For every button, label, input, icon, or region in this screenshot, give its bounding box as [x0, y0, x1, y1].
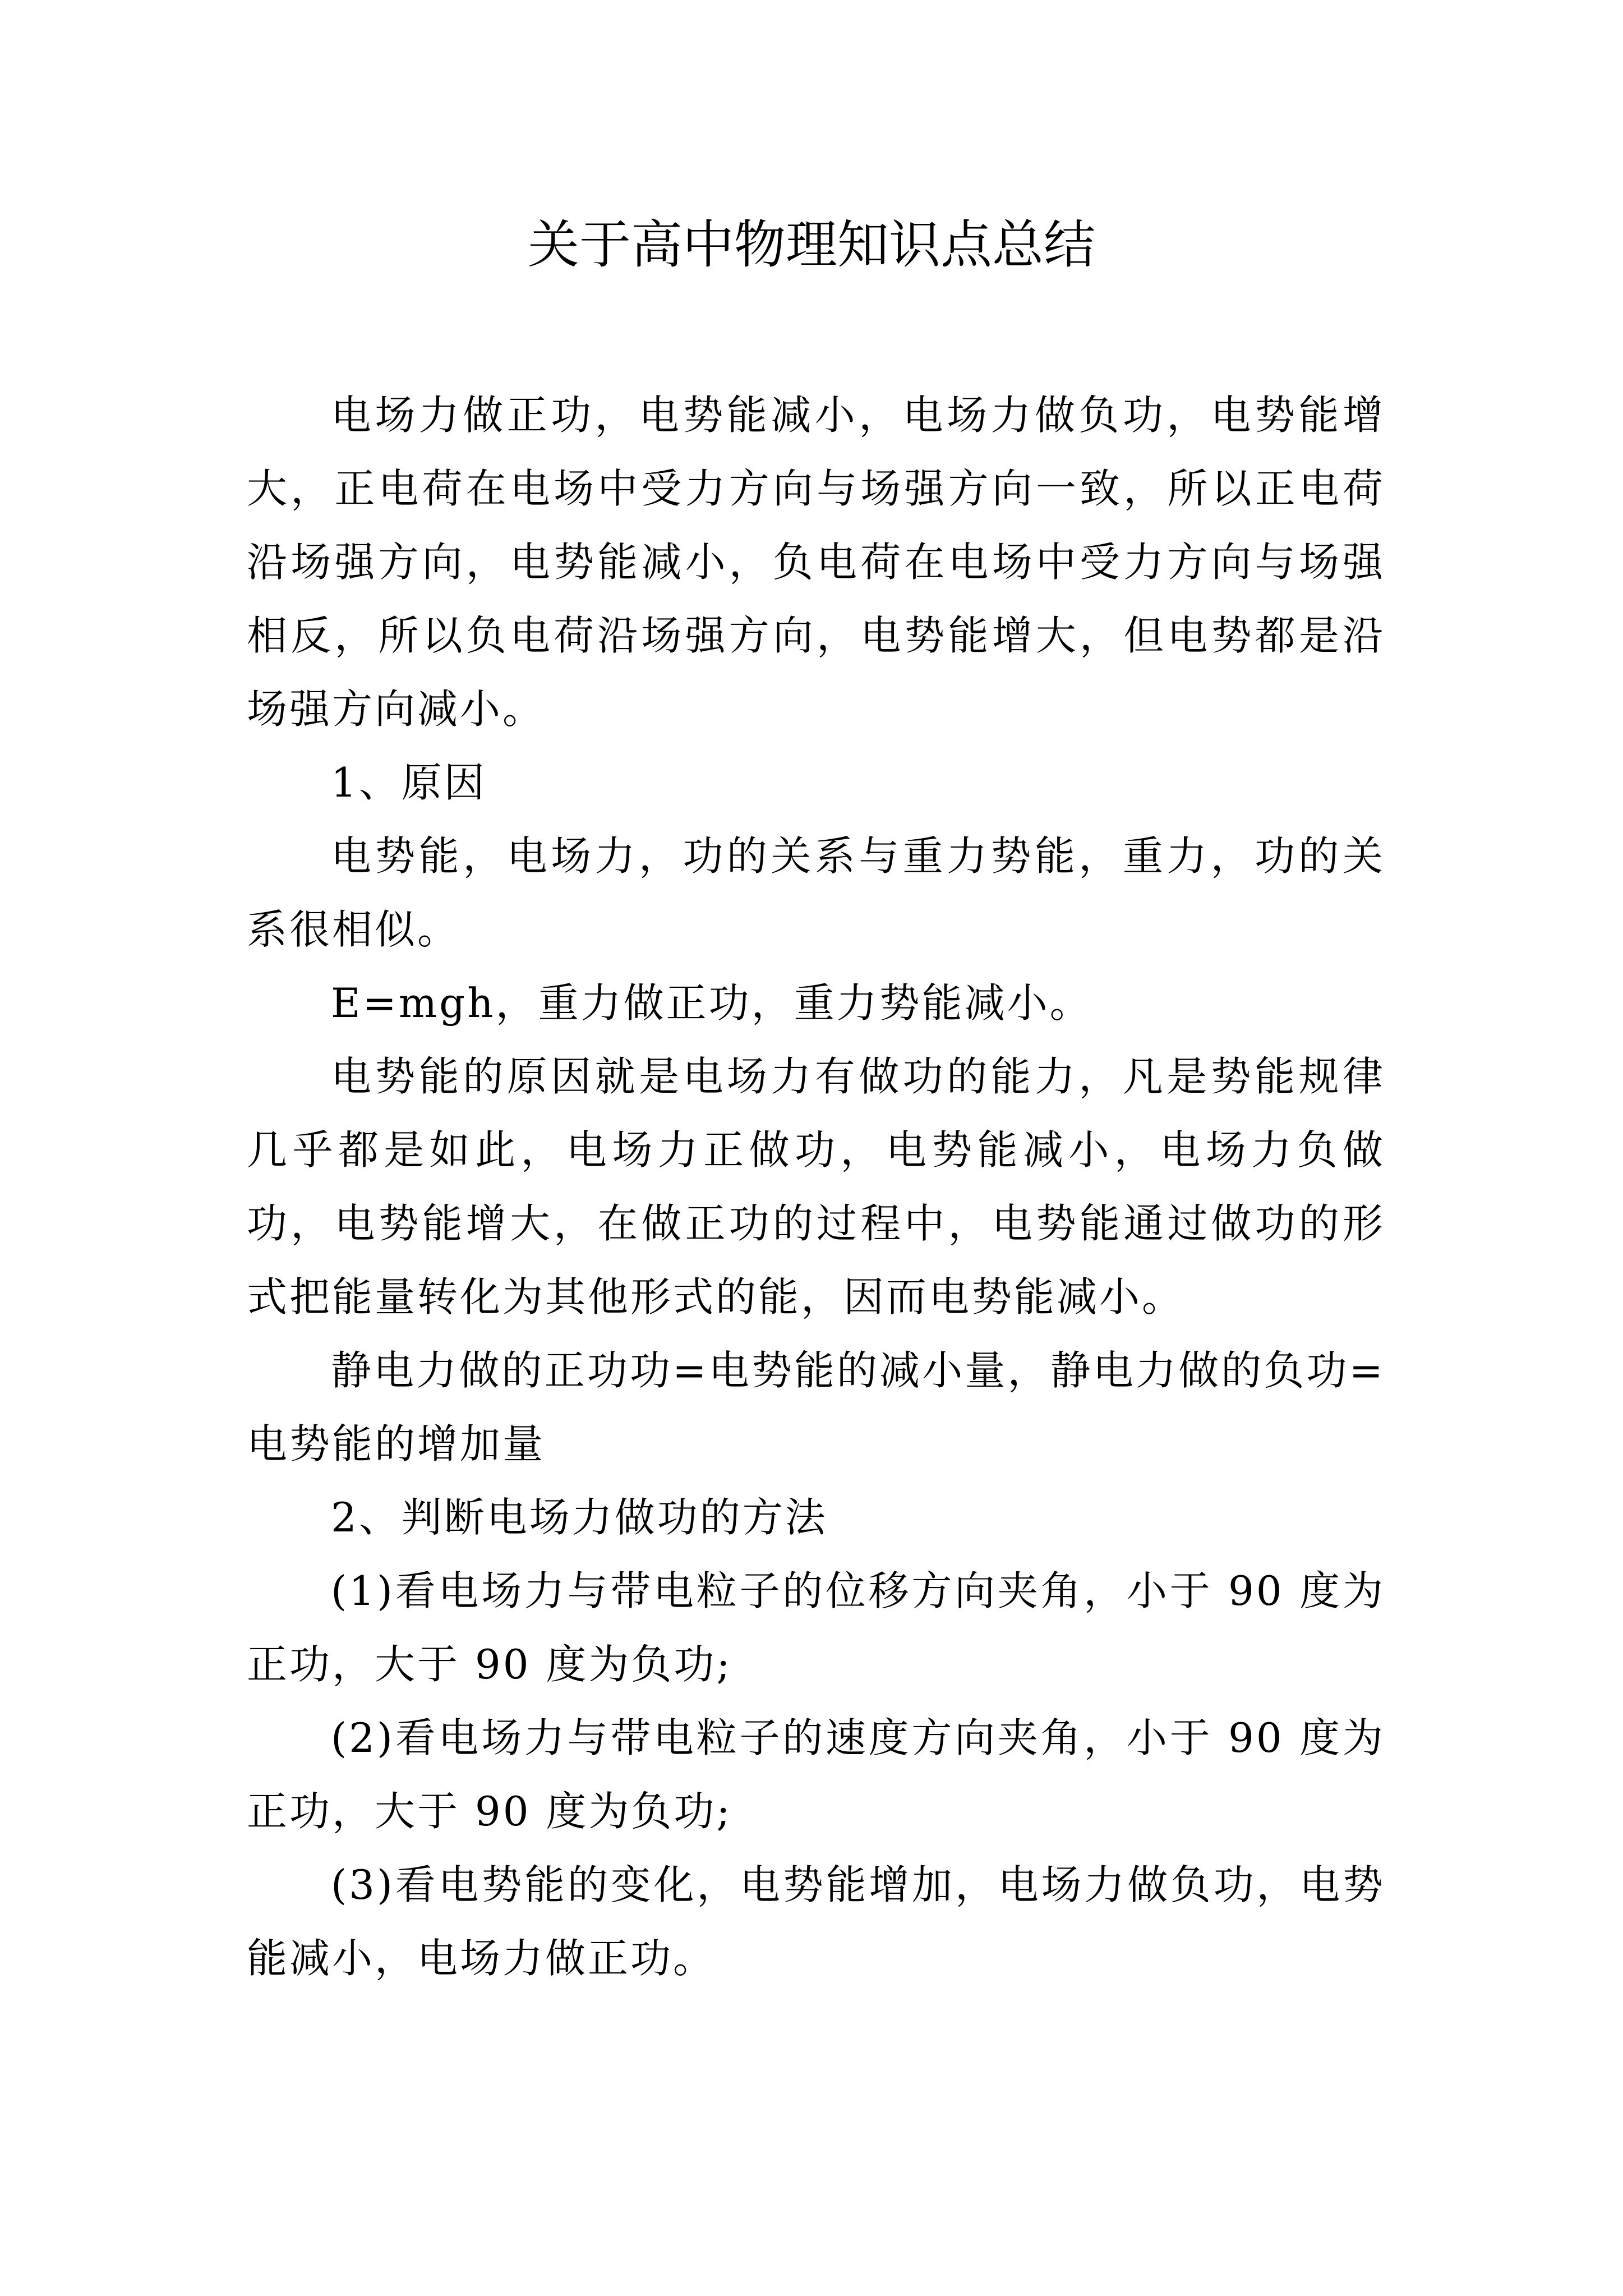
document-title: 关于高中物理知识点总结	[527, 215, 1095, 275]
paragraph-potential-energy-reason: 电势能的原因就是电场力有做功的能力，凡是势能规律几乎都是如此，电场力正做功，电势能减小，电场力负做功，电势能增大，在做正功的过程中，电势能通过做功的形式把能量转化为其他形式的能，因而电势能减小。	[247, 1053, 1385, 1320]
list-item-method-3: (3)看电势能的变化，电势能增加，电场力做负功，电势能减小，电场力做正功。	[247, 1861, 1385, 1982]
paragraph-analogy: 电势能，电场力，功的关系与重力势能，重力，功的关系很相似。	[247, 832, 1385, 953]
section-heading-judgement-methods: 2、判断电场力做功的方法	[331, 1494, 828, 1541]
list-item-method-2: (2)看电场力与带电粒子的速度方向夹角，小于 90 度为正功，大于 90 度为负功;	[247, 1714, 1385, 1835]
section-heading-reason: 1、原因	[331, 759, 487, 806]
paragraph-gravity-formula: E=mgh，重力做正功，重力势能减小。	[331, 979, 1092, 1027]
paragraph-work-energy-relation: 静电力做的正功功=电势能的减小量，静电力做的负功=电势能的增加量	[247, 1347, 1385, 1467]
list-item-method-1: (1)看电场力与带电粒子的位移方向夹角，小于 90 度为正功，大于 90 度为负功;	[247, 1567, 1385, 1688]
document-body	[247, 379, 1385, 1995]
paragraph-electric-force-work: 电场力做正功，电势能减小，电场力做负功，电势能增大，正电荷在电场中受力方向与场强方向一致，所以正电荷沿场强方向，电势能减小，负电荷在电场中受力方向与场强相反，所以负电荷沿场强方向，电势能增大，但电势都是沿场强方向减小。	[247, 392, 1385, 733]
